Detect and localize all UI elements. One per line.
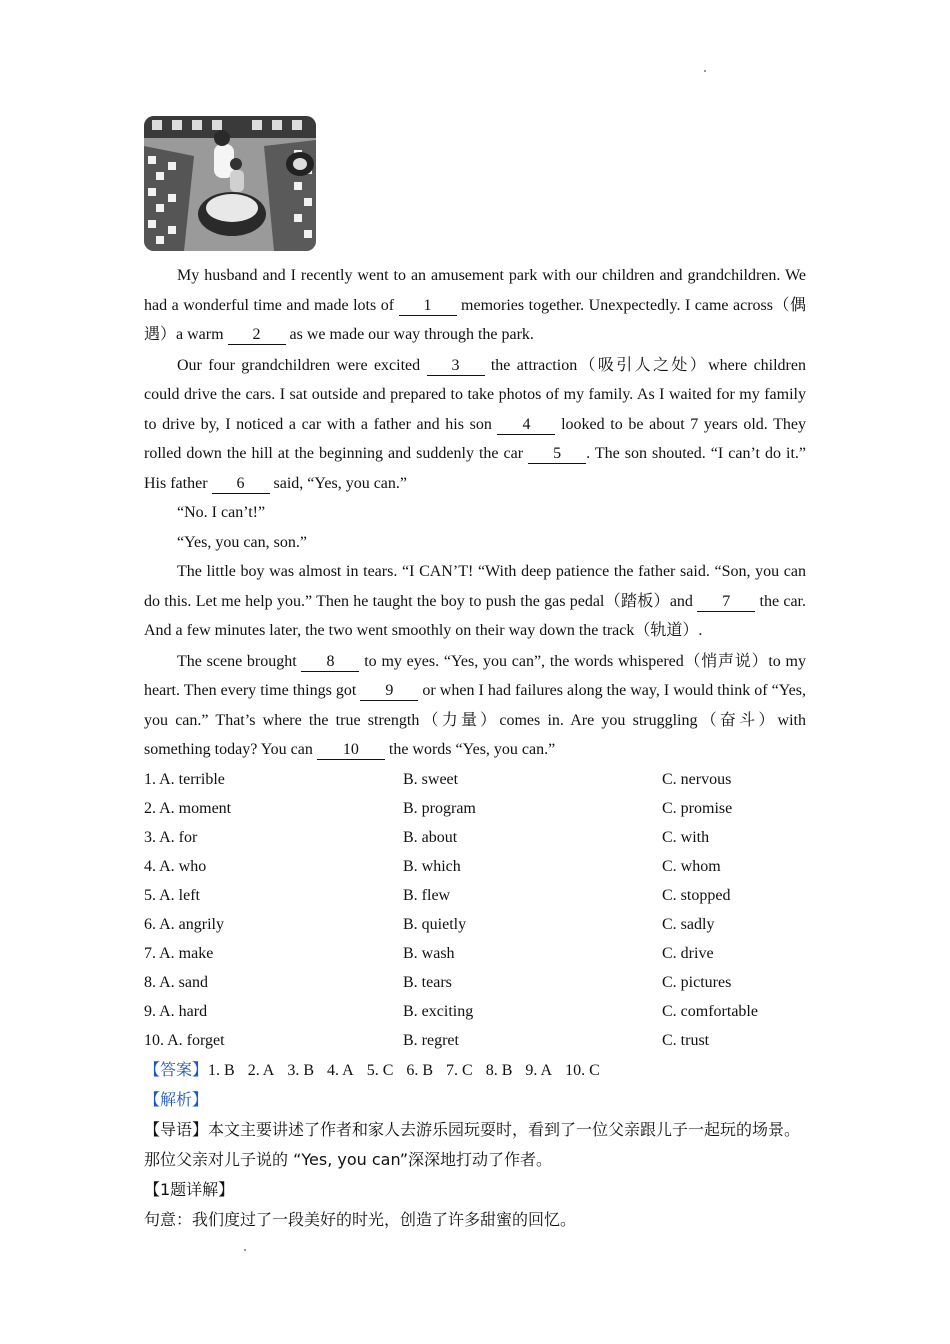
answer-item: 6. B bbox=[406, 1061, 434, 1079]
answer-item: 1. B bbox=[208, 1061, 235, 1079]
answer-label: 【答案】 bbox=[144, 1059, 209, 1079]
answer-item: 10. C bbox=[565, 1061, 600, 1079]
option-row bbox=[144, 765, 806, 794]
option-c: C. sadly bbox=[662, 915, 715, 933]
blank-7: 7 bbox=[697, 593, 755, 612]
option-c: C. promise bbox=[662, 799, 733, 817]
answer-line bbox=[144, 1055, 806, 1085]
answer-item: 9. A bbox=[525, 1061, 553, 1079]
option-row bbox=[144, 939, 806, 968]
blank-4: 4 bbox=[497, 416, 555, 435]
answer-item: 5. C bbox=[366, 1061, 394, 1079]
passage-paragraph-5: The little boy was almost in tears. “I CAN’T! “With deep patience the father said. “Son, you can do this. Let me help you.” Then he taught the boy to push the gas pedal（踏板）and 7 the car. And a few minutes later, the two went smoothly on their way down the track（轨道）. bbox=[144, 563, 806, 639]
answer-item: 3. B bbox=[287, 1061, 315, 1079]
blank-5: 5 bbox=[528, 445, 586, 464]
option-b: B. regret bbox=[403, 1031, 459, 1049]
option-a: 9. A. hard bbox=[144, 1002, 208, 1020]
option-b: B. which bbox=[403, 857, 461, 875]
detail-text: 句意：我们度过了一段美好的时光，创造了许多甜蜜的回忆。 bbox=[144, 1209, 577, 1229]
option-row bbox=[144, 881, 806, 910]
blank-8: 8 bbox=[301, 653, 359, 672]
option-b: B. wash bbox=[403, 944, 455, 962]
option-a: 10. A. forget bbox=[144, 1031, 225, 1049]
passage-paragraph-1: My husband and I recently went to an amusement park with our children and grandchildren. We had a wonderful time and made lots of 1 memories together. Unexpectedly. I came across（偶遇）a warm 2 as we made our way through the park. bbox=[144, 267, 807, 343]
option-c: C. with bbox=[662, 828, 710, 846]
analysis-label: 【解析】 bbox=[144, 1089, 209, 1109]
option-row bbox=[144, 852, 806, 881]
option-c: C. stopped bbox=[662, 886, 731, 904]
answer-item: 2. A bbox=[247, 1061, 275, 1079]
document-page bbox=[144, 116, 806, 1235]
guide-text: 【导语】本文主要讲述了作者和家人去游乐园玩耍时，看到了一位父亲跟儿子一起玩的场景。那位父亲对儿子说的 “Yes, you can”深深地打动了作者。 bbox=[144, 1119, 801, 1169]
scan-dot bbox=[704, 70, 706, 72]
blank-9: 9 bbox=[360, 682, 418, 701]
answer-item: 4. A bbox=[327, 1061, 354, 1079]
option-a: 1. A. terrible bbox=[144, 770, 225, 788]
option-b: B. sweet bbox=[403, 770, 459, 788]
option-c: C. nervous bbox=[662, 770, 732, 788]
blank-10: 10 bbox=[317, 741, 385, 760]
bumper-car-illustration bbox=[144, 116, 316, 251]
scan-dot bbox=[244, 1249, 246, 1251]
option-c: C. whom bbox=[662, 857, 721, 875]
passage-paragraph-6: The scene brought 8 to my eyes. “Yes, you can”, the words whispered（悄声说）to my heart. Then every time things got 9 or when I had failures along the way, I would think of “Yes, you can.” That’s where the true strength（力量）comes in. Are you struggling（奋斗）with something today? You can 10 the words “Yes, you can.” bbox=[144, 652, 807, 758]
option-b: B. flew bbox=[403, 886, 451, 904]
passage-paragraph-2: Our four grandchildren were excited 3 the attraction（吸引人之处）where children could drive the cars. I sat outside and prepared to take photos of my family. As I waited for my family to drive by, I noticed a car with a father and his son 4 looked to be about 7 years old. They rolled down the hill at the beginning and suddenly the car 5 . The son shouted. “I can’t do it.” His father 6 said, “Yes, you can.” bbox=[144, 356, 806, 492]
option-a: 2. A. moment bbox=[144, 799, 232, 817]
option-row bbox=[144, 997, 806, 1026]
answer-item: 8. B bbox=[485, 1061, 513, 1079]
option-a: 5. A. left bbox=[144, 886, 200, 904]
passage-paragraph-4: “Yes, you can, son.” bbox=[177, 533, 307, 551]
option-row bbox=[144, 968, 806, 997]
option-row bbox=[144, 823, 806, 852]
option-b: B. tears bbox=[403, 973, 452, 991]
detail-title: 【1题详解】 bbox=[144, 1179, 235, 1199]
option-a: 6. A. angrily bbox=[144, 915, 224, 933]
option-c: C. trust bbox=[662, 1031, 710, 1049]
option-c: C. pictures bbox=[662, 973, 732, 991]
option-b: B. quietly bbox=[403, 915, 467, 933]
option-a: 7. A. make bbox=[144, 944, 214, 962]
blank-2: 2 bbox=[228, 326, 286, 345]
option-c: C. comfortable bbox=[662, 1002, 758, 1020]
blank-1: 1 bbox=[399, 297, 457, 316]
option-a: 8. A. sand bbox=[144, 973, 208, 991]
option-row bbox=[144, 1026, 806, 1055]
blank-3: 3 bbox=[427, 357, 485, 376]
answer-item: 7. C bbox=[446, 1061, 473, 1079]
option-b: B. program bbox=[403, 799, 476, 817]
option-a: 3. A. for bbox=[144, 828, 198, 846]
option-b: B. about bbox=[403, 828, 458, 846]
option-c: C. drive bbox=[662, 944, 714, 962]
option-row bbox=[144, 910, 806, 939]
passage-paragraph-3: “No. I can’t!” bbox=[177, 504, 266, 521]
options-list bbox=[144, 765, 806, 1055]
option-row bbox=[144, 794, 806, 823]
option-b: B. exciting bbox=[403, 1002, 474, 1020]
option-a: 4. A. who bbox=[144, 857, 207, 875]
blank-6: 6 bbox=[212, 475, 270, 494]
